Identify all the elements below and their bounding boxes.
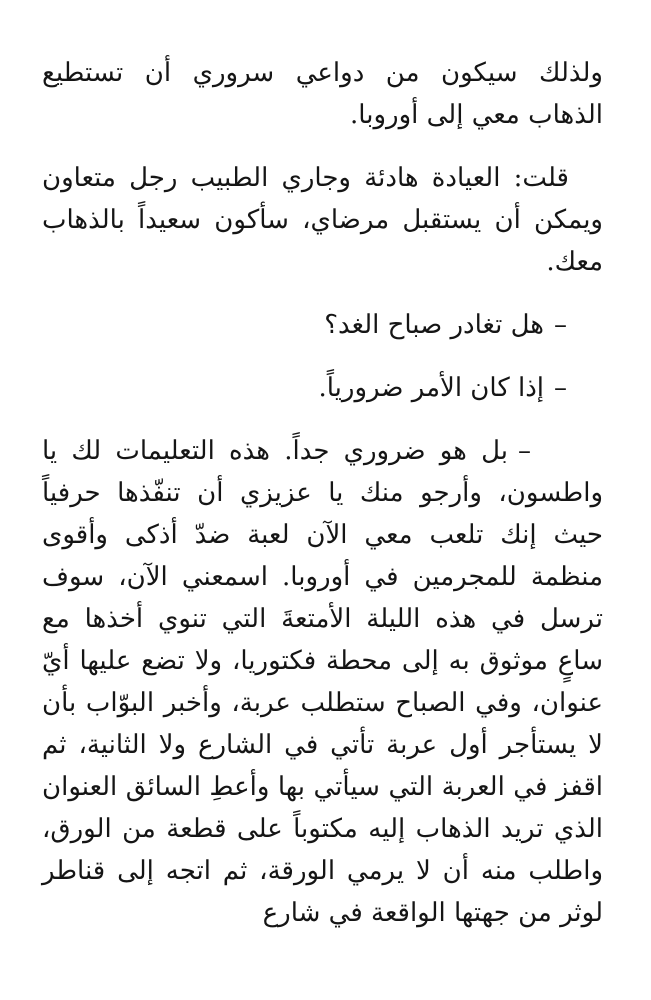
dialogue-dash: – [554, 373, 567, 403]
dialogue-paragraph-3 [42, 430, 603, 934]
dialogue-text-3: بل هو ضروري جداً. هذه التعليمات لك يا واطسون، وأرجو منك يا عزيزي أن تنفّذها حرفياً حيث إنك تلعب معي الآن لعبة ضدّ أذكى وأقوى منظمة للمجرمين في أوروبا. اسمعني الآن، سوف ترسل في هذه الليلة الأمتعةَ التي تنوي أخذها مع ساعٍ موثوق به إلى محطة فكتوريا، ولا تضع عليها أيّ عنوان، وفي الصباح ستطلب عربة، وأخبر البوّاب بأن لا يستأجر أول عربة تأتي في الشارع ولا الثانية، ثم اقفز في العربة التي سيأتي بها وأعطِ السائق العنوان الذي تريد الذهاب إليه مكتوباً على قطعة من الورق، واطلب منه أن لا يرمي الورقة، ثم اتجه إلى قناطر لوثر من جهتها الواقعة في شارع [42, 436, 603, 928]
dialogue-line-2 [42, 367, 603, 409]
dialogue-text-2: إذا كان الأمر ضرورياً. [318, 373, 544, 403]
paragraph-1: ولذلك سيكون من دواعي سروري أن تستطيع الذهاب معي إلى أوروبا. [42, 58, 603, 130]
dialogue-line-1 [42, 304, 603, 346]
paragraph-2: قلت: العيادة هادئة وجاري الطبيب رجل متعاون ويمكن أن يستقبل مرضاي، سأكون سعيداً بالذهاب معك. [42, 163, 603, 277]
dialogue-dash: – [554, 310, 567, 340]
dialogue-text-1: هل تغادر صباح الغد؟ [324, 310, 544, 340]
dialogue-dash: – [518, 436, 531, 466]
